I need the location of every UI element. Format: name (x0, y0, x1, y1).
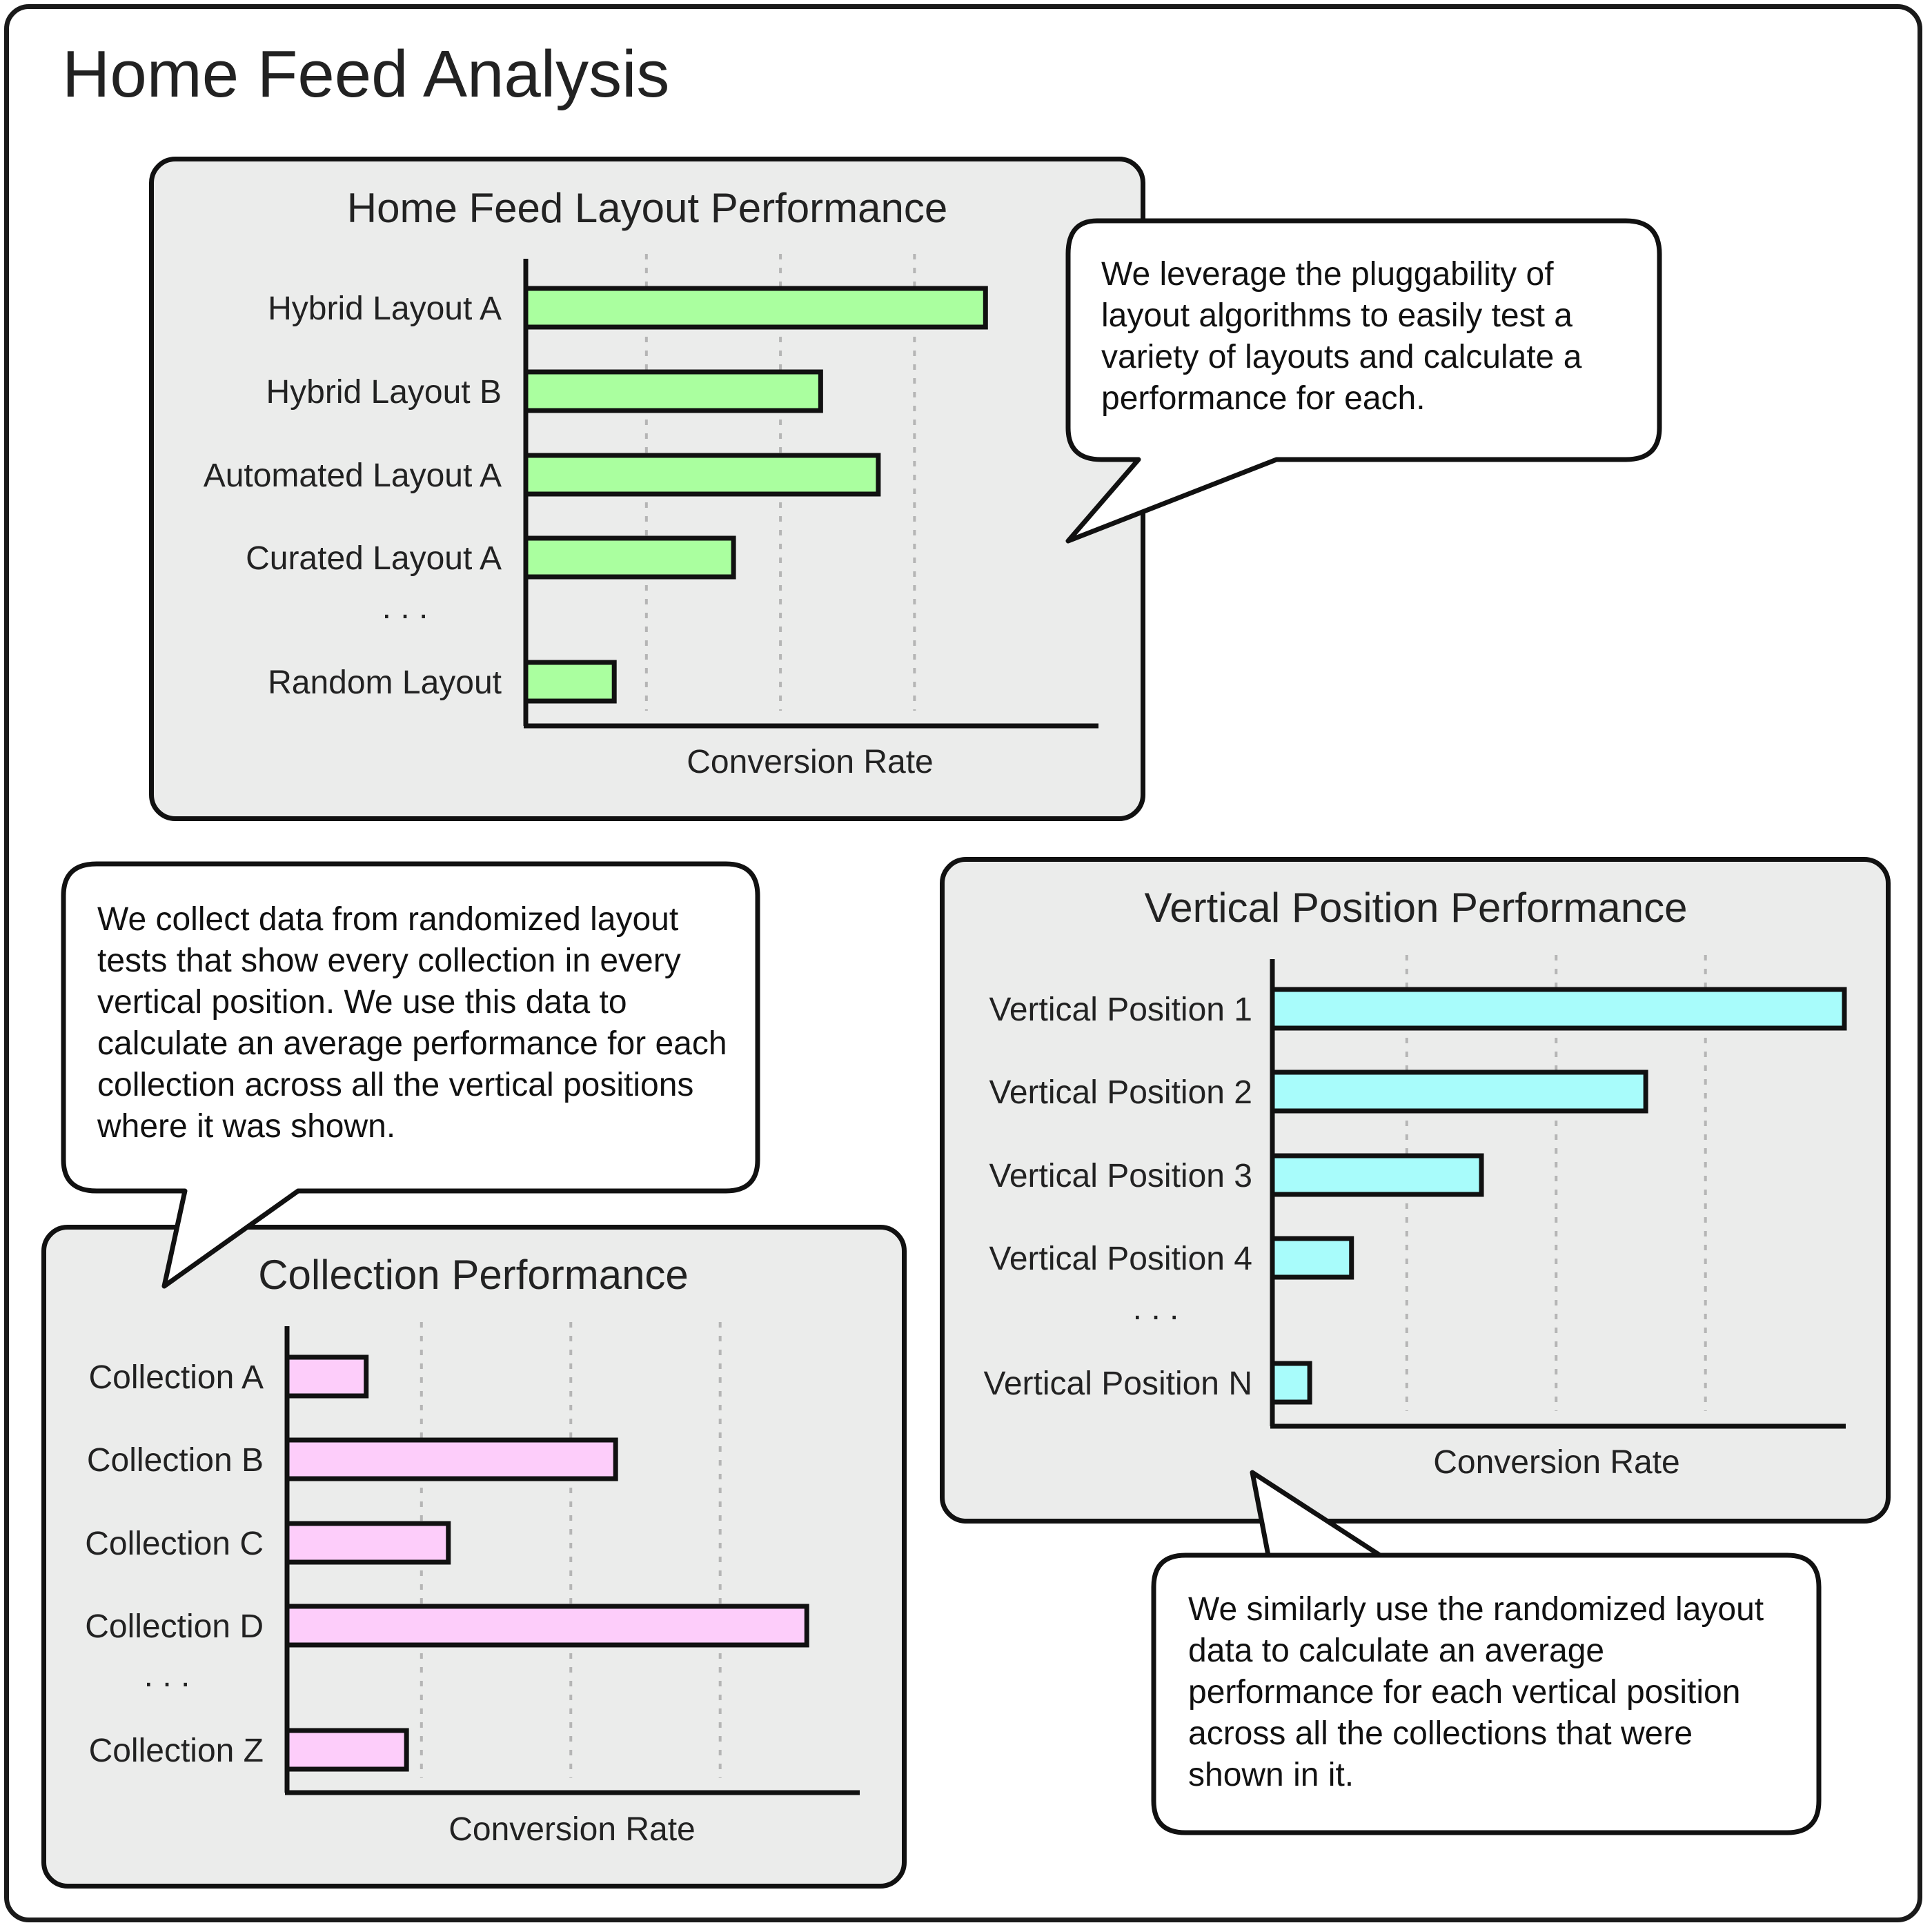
collection-chart-title: Collection Performance (258, 1252, 689, 1298)
vertical-callout-text: We similarly use the randomized layout data to calculate an average performance for each vertical position across all the collections that were shown in it. (1188, 1591, 1764, 1793)
vertical-category-label: Vertical Position 3 (989, 1158, 1252, 1194)
page-title: Home Feed Analysis (62, 37, 670, 111)
layout-ellipsis-label: . . . (382, 589, 428, 626)
collection-x-axis-label: Conversion Rate (448, 1811, 696, 1848)
vertical-chart-title: Vertical Position Performance (1144, 885, 1688, 931)
layout-x-axis-label: Conversion Rate (687, 744, 934, 780)
layout-category-label: Hybrid Layout A (268, 290, 502, 327)
vertical-category-label: Vertical Position N (983, 1366, 1252, 1402)
layout-category-label: Hybrid Layout B (266, 374, 502, 411)
vertical-category-label: Vertical Position 4 (989, 1241, 1252, 1277)
collection-ellipsis-label: . . . (144, 1657, 190, 1694)
layout-category-label: Automated Layout A (203, 457, 502, 494)
layout-category-label: Curated Layout A (246, 540, 502, 577)
vertical-category-label: Vertical Position 2 (989, 1074, 1252, 1111)
layout-category-label: Random Layout (268, 664, 502, 701)
collection-callout-text: We collect data from randomized layout tests that show every collection in every vertical position. We use this data to calculate an average performance for each collection across all the vertical positions where it was shown. (97, 901, 727, 1145)
collection-category-label: Collection C (85, 1526, 264, 1562)
vertical-x-axis-label: Conversion Rate (1433, 1444, 1680, 1481)
collection-category-label: Collection B (86, 1442, 264, 1479)
vertical-category-label: Vertical Position 1 (989, 992, 1252, 1028)
vertical-ellipsis-label: . . . (1132, 1290, 1179, 1327)
layout-chart-title: Home Feed Layout Performance (346, 185, 948, 231)
collection-category-label: Collection Z (88, 1733, 264, 1769)
layout-callout-text: We leverage the pluggability of layout algorithms to easily test a variety of layouts and calculate a performance for each. (1101, 256, 1582, 417)
collection-category-label: Collection A (88, 1359, 264, 1396)
collection-category-label: Collection D (85, 1608, 264, 1645)
